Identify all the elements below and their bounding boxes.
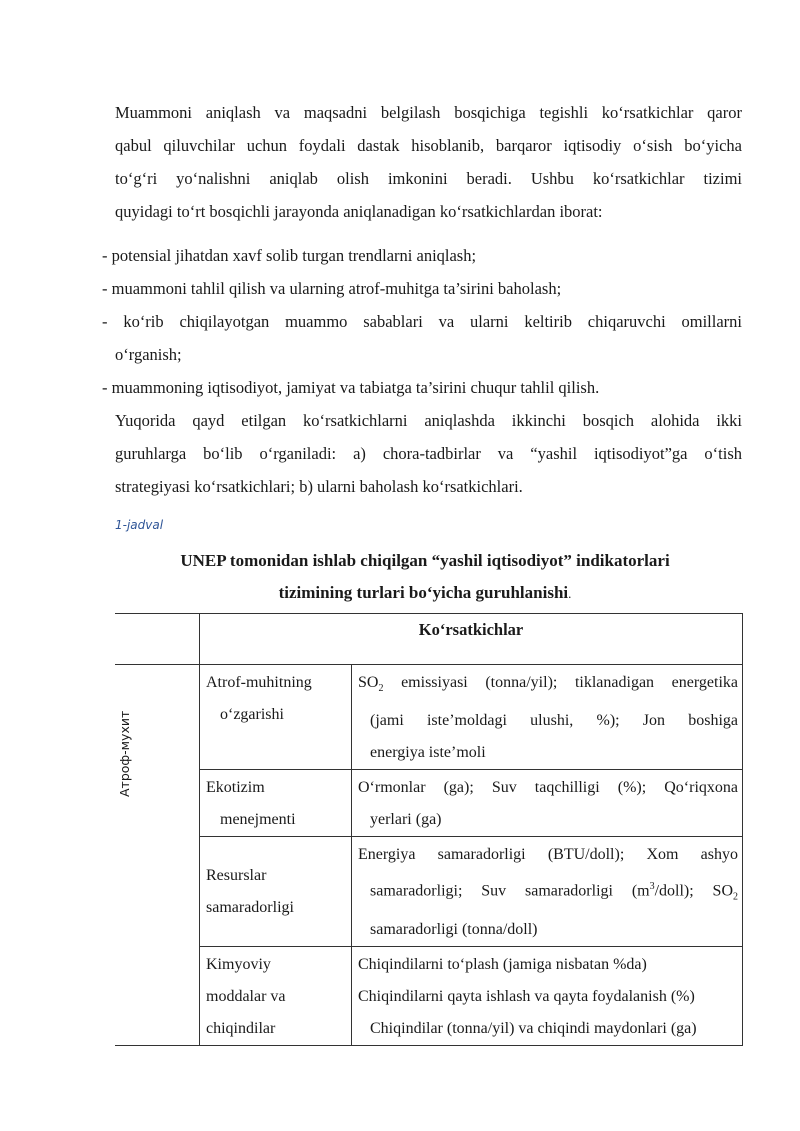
table-title-line-2 (100, 577, 750, 610)
table-row (115, 837, 743, 947)
superscript: 3 (649, 881, 655, 893)
indicator-line: energiya iste’moli (370, 744, 486, 762)
category-line: o‘zgarishi (220, 706, 284, 723)
category-cell (200, 837, 352, 947)
category-line: Resurslar (206, 867, 267, 885)
indicator-line: Energiya samaradorligi (BTU/doll); Xom ashyo (358, 846, 738, 864)
indicator-line (358, 667, 738, 705)
indicator-cell (352, 665, 743, 770)
indicator-text: samaradorligi; Suv samaradorligi (m (370, 882, 650, 900)
bullet-text-1: - potensial jihatdan xavf solib turgan trendlarni aniqlash; (102, 246, 477, 265)
table-title-line-1: UNEP tomonidan ishlab chiqilgan “yashil iqtisodiyot” indikatorlari (180, 551, 670, 570)
table-caption: 1-jadval (115, 518, 164, 532)
table-row (115, 946, 743, 1045)
para2-line-1: Yuqorida qayd etilgan ko‘rsatkichlarni aniqlashda ikkinchi bosqich alohida ikki (115, 411, 742, 430)
bullet-item-2 (102, 272, 742, 305)
bullet-text-3-line-2: o‘rganish; (115, 345, 182, 364)
intro-line-3: to‘g‘ri yo‘nalishni aniqlab olish imkonini beradi. Ushbu ko‘rsatkichlar tizimi (115, 169, 742, 188)
indicator-text: /doll); SO (654, 882, 733, 900)
indicator-line: Chiqindilarni to‘plash (jamiga nisbatan %da) (358, 955, 647, 973)
category-line: Ekotizim (206, 779, 265, 797)
indicator-line: O‘rmonlar (ga); Suv taqchilligi (%); Qo‘riqxona (358, 779, 738, 797)
bullet-text-2: - muammoni tahlil qilish va ularning atrof-muhitga ta’sirini baholash; (102, 279, 562, 298)
category-line: moddalar va (206, 987, 286, 1005)
subscript: 2 (733, 891, 738, 903)
indicator-text: emissiyasi (tonna/yil); tiklanadigan energetika (383, 674, 738, 691)
indicator-line: samaradorligi (tonna/doll) (370, 920, 538, 938)
indicator-line: Chiqindilarni qayta ishlash va qayta foydalanish (%) (358, 987, 695, 1005)
table-header-row (115, 614, 743, 665)
bullet-item-3 (102, 305, 742, 371)
subscript: 2 (378, 683, 384, 695)
table-header-cell: Ko‘rsatkichlar (200, 614, 743, 665)
indicators-table (115, 613, 743, 1046)
table-title (100, 545, 750, 610)
header-empty-cell (115, 614, 200, 665)
bullet-item-1 (102, 239, 742, 272)
para2-line-3: strategiyasi ko‘rsatkichlari; b) ularni baholash ko‘rsatkichlari. (115, 477, 523, 496)
category-line: menejmenti (220, 811, 296, 829)
indicator-line: yerlari (ga) (370, 811, 442, 829)
indicator-text: SO (358, 674, 379, 691)
table-row (115, 770, 743, 837)
indicator-cell (352, 837, 743, 947)
indicator-cell (352, 770, 743, 837)
second-paragraph (115, 404, 742, 503)
intro-line-1: Muammoni aniqlash va maqsadni belgilash bosqichiga tegishli ko‘rsatkichlar qaror (115, 103, 742, 122)
bullet-text-3-line-1: - ko‘rib chiqilayotgan muammo sabablari va ularni keltirib chiqaruvchi omillarni (102, 312, 742, 331)
bullet-item-4 (102, 371, 742, 404)
indicator-line: Chiqindilar (tonna/yil) va chiqindi maydonlari (ga) (370, 1019, 697, 1037)
intro-paragraph (115, 96, 742, 228)
side-label-cell (115, 665, 200, 1046)
para2-line-2: guruhlarga bo‘lib o‘rganiladi: a) chora-tadbirlar va “yashil iqtisodiyot”ga o‘tish (115, 444, 742, 463)
intro-line-2: qabul qiluvchilar uchun foydali dastak hisoblanib, barqaror iqtisodiy o‘sish bo‘yicha (115, 136, 742, 155)
indicator-line (358, 871, 738, 914)
indicator-line: (jami iste’moldagi ulushi, %); Jon boshiga (370, 712, 738, 730)
category-line: samaradorligi (206, 899, 294, 917)
indicator-cell (352, 946, 743, 1045)
category-line: chiqindilar (206, 1019, 276, 1037)
category-line: Kimyoviy (206, 955, 271, 973)
category-cell (200, 770, 352, 837)
bullet-text-4: - muammoning iqtisodiyot, jamiyat va tabiatga ta’sirini chuqur tahlil qilish. (102, 378, 600, 397)
category-line: Atrof-muhitning (206, 674, 312, 691)
intro-line-4: quyidagi to‘rt bosqichli jarayonda aniqlanadigan ko‘rsatkichlardan iborat: (115, 202, 603, 221)
category-cell (200, 665, 352, 770)
category-cell (200, 946, 352, 1045)
table-title-dot: . (568, 586, 572, 601)
table-row (115, 665, 743, 770)
table-title-line-2-text: tizimining turlari bo‘yicha guruhlanishi (278, 583, 569, 602)
side-label: Атроф-мухит (117, 710, 132, 797)
